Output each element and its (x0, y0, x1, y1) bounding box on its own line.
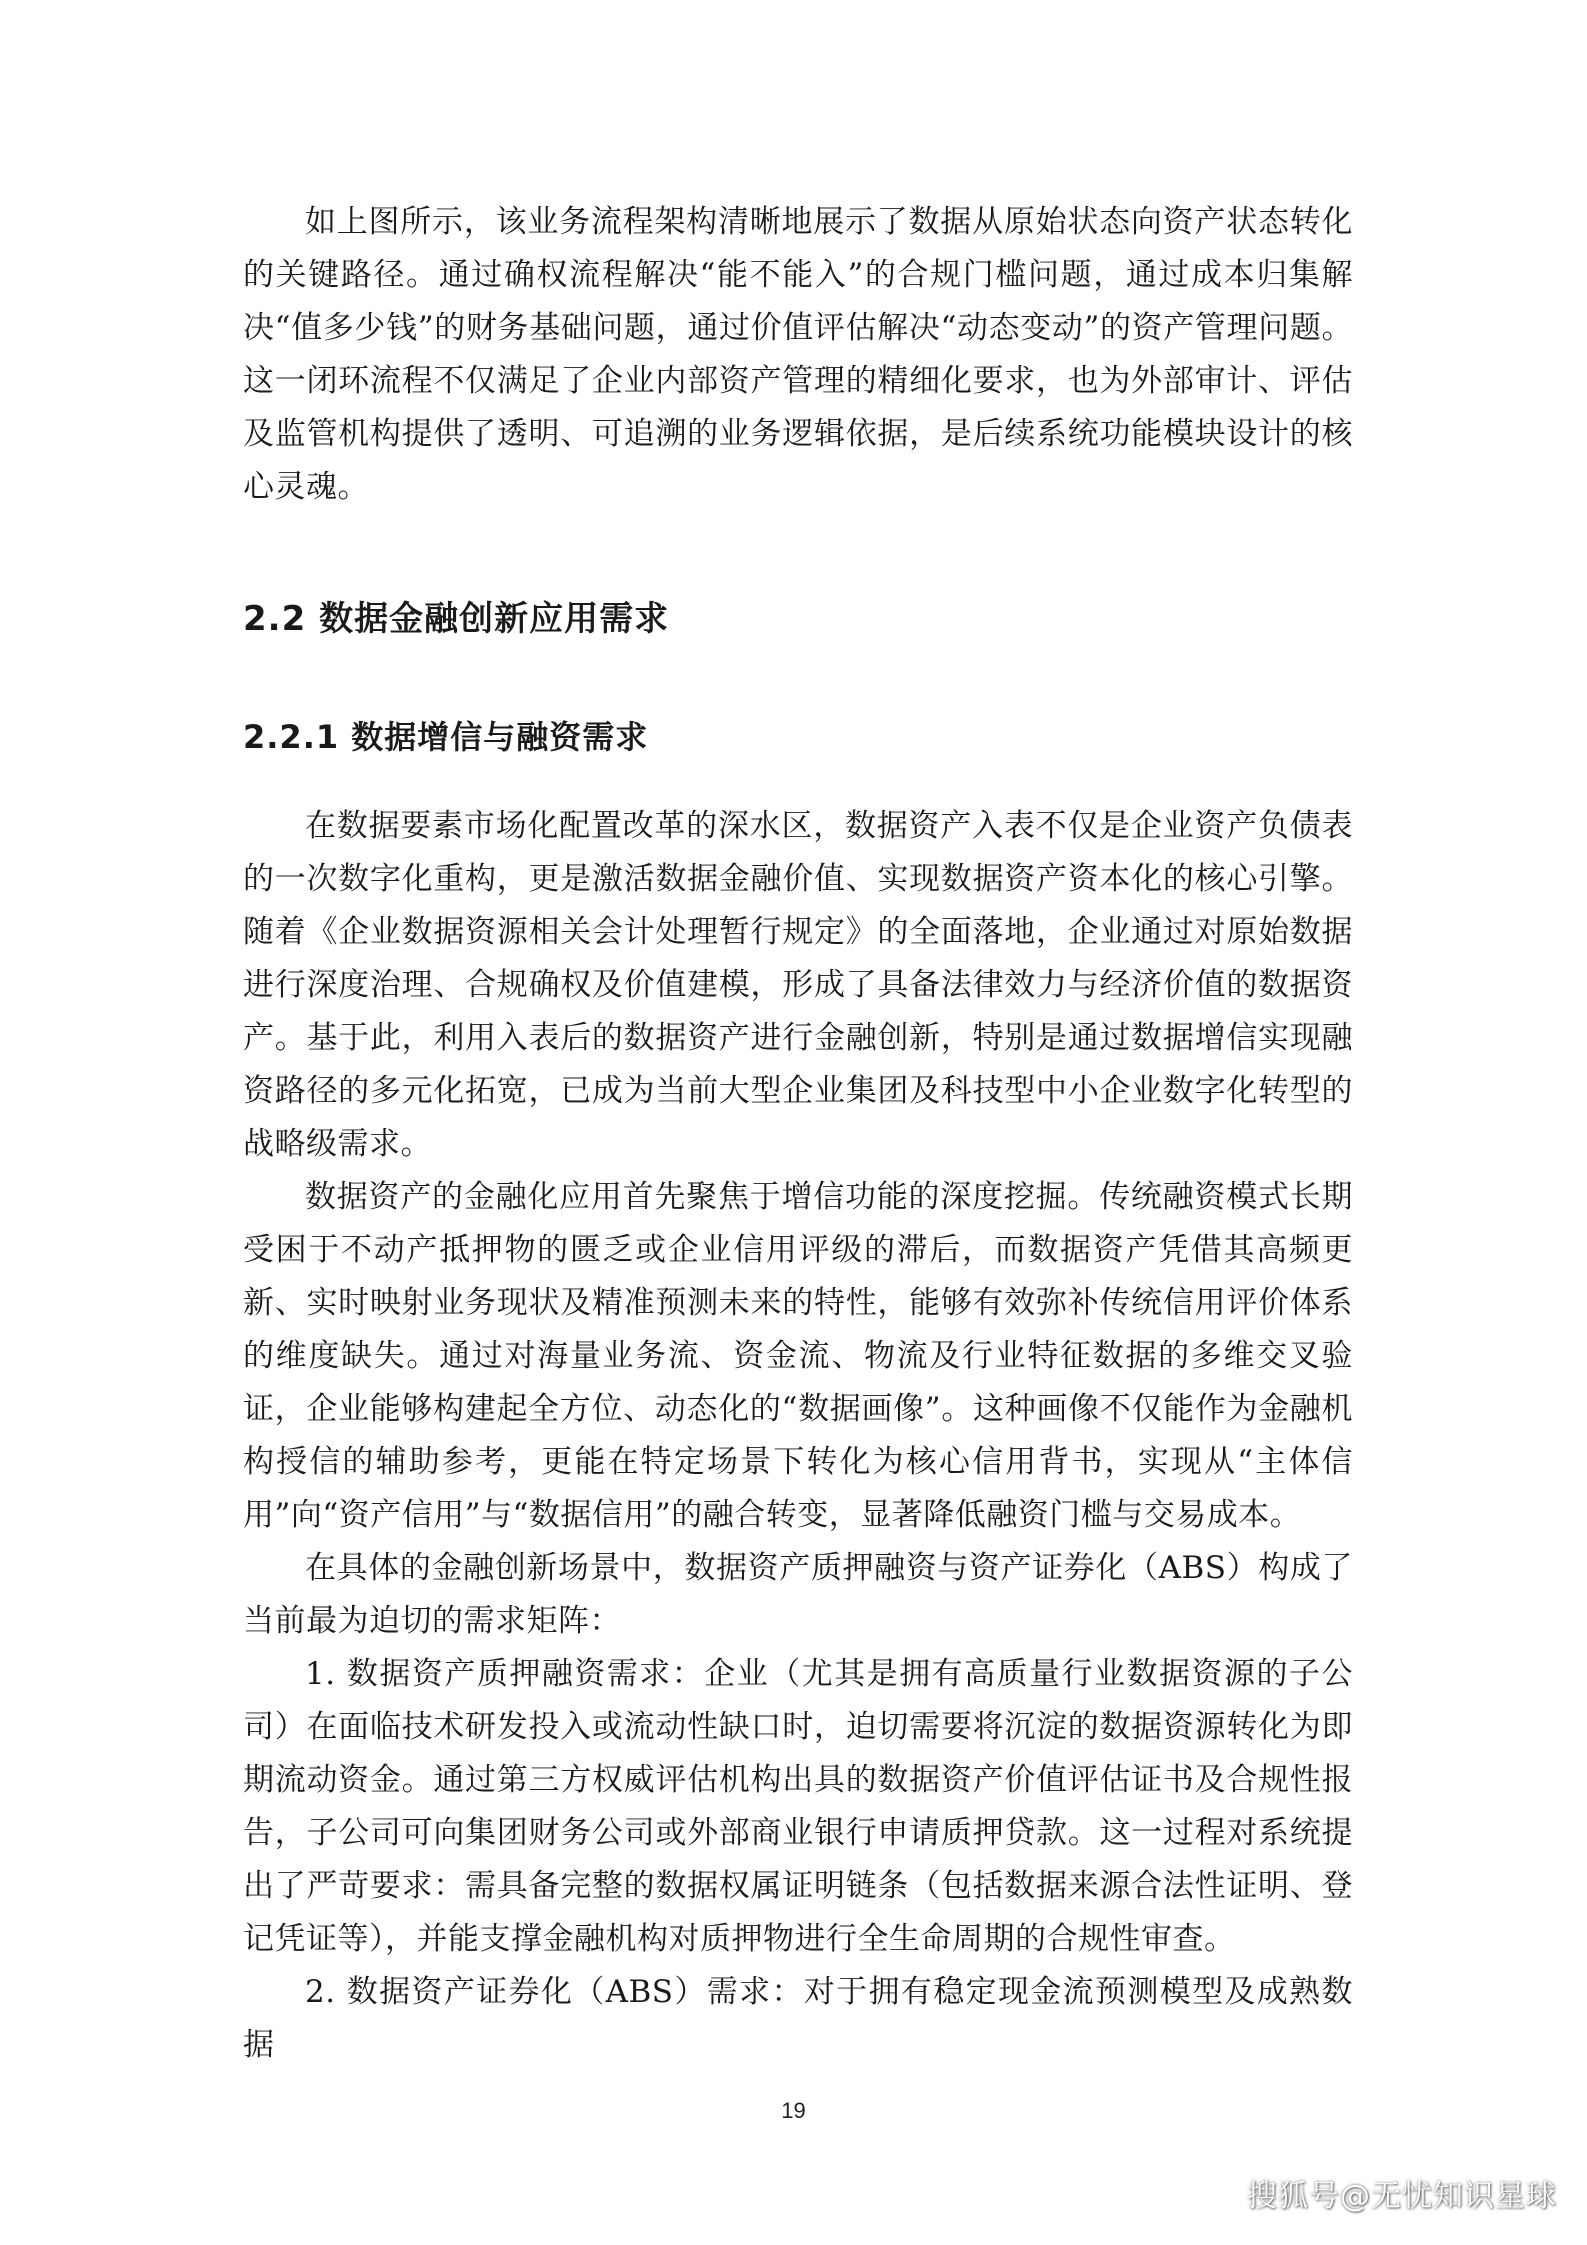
body-paragraph: 在数据要素市场化配置改革的深水区，数据资产入表不仅是企业资产负债表的一次数字化重构，更是激活数据金融价值、实现数据资产资本化的核心引擎。随着《企业数据资源相关会计处理暂行规定》的全面落地，企业通过对原始数据进行深度治理、合规确权及价值建模，形成了具备法律效力与经济价值的数据资产。基于此，利用入表后的数据资产进行金融创新，特别是通过数据增信实现融资路径的多元化拓宽，已成为当前大型企业集团及科技型中小企业数字化转型的战略级需求。 (243, 808, 1353, 1162)
intro-paragraph: 如上图所示，该业务流程架构清晰地展示了数据从原始状态向资产状态转化的关键路径。通过确权流程解决“能不能入”的合规门槛问题，通过成本归集解决“值多少钱”的财务基础问题，通过价值评估解决“动态变动”的资产管理问题。这一闭环流程不仅满足了企业内部资产管理的精细化要求，也为外部审计、评估及监管机构提供了透明、可追溯的业务逻辑依据，是后续系统功能模块设计的核心灵魂。 (243, 204, 1353, 505)
list-item: 1. 数据资产质押融资需求：企业（尤其是拥有高质量行业数据资源的子公司）在面临技术研发投入或流动性缺口时，迫切需要将沉淀的数据资源转化为即期流动资金。通过第三方权威评估机构出具的数据资产价值评估证书及合规性报告，子公司可向集团财务公司或外部商业银行申请质押贷款。这一过程对系统提出了严苛要求：需具备完整的数据权属证明链条（包括数据来源合法性证明、登记凭证等），并能支撑金融机构对质押物进行全生命周期的合规性审查。 (243, 1656, 1353, 1957)
intro-section (243, 196, 1353, 514)
subsection-heading: 2.2.1 数据增信与融资需求 (243, 718, 649, 756)
section-heading: 2.2 数据金融创新应用需求 (243, 599, 670, 639)
body-paragraph: 数据资产的金融化应用首先聚焦于增信功能的深度挖掘。传统融资模式长期受困于不动产抵押物的匮乏或企业信用评级的滞后，而数据资产凭借其高频更新、实时映射业务现状及精准预测未来的特性，能够有效弥补传统信用评价体系的维度缺失。通过对海量业务流、资金流、物流及行业特征数据的多维交叉验证，企业能够构建起全方位、动态化的“数据画像”。这种画像不仅能作为金融机构授信的辅助参考，更能在特定场景下转化为核心信用背书，实现从“主体信用”向“资产信用”与“数据信用”的融合转变，显著降低融资门槛与交易成本。 (243, 1179, 1353, 1533)
page-number: 19 (781, 2098, 806, 2123)
subsection-body (243, 800, 1353, 2072)
watermark: 搜狐号@无忧知识星球 (1247, 2179, 1557, 2214)
body-paragraph: 在具体的金融创新场景中，数据资产质押融资与资产证券化（ABS）构成了当前最为迫切的需求矩阵： (243, 1550, 1353, 1639)
list-item: 2. 数据资产证券化（ABS）需求：对于拥有稳定现金流预测模型及成熟数据 (243, 1974, 1353, 2063)
